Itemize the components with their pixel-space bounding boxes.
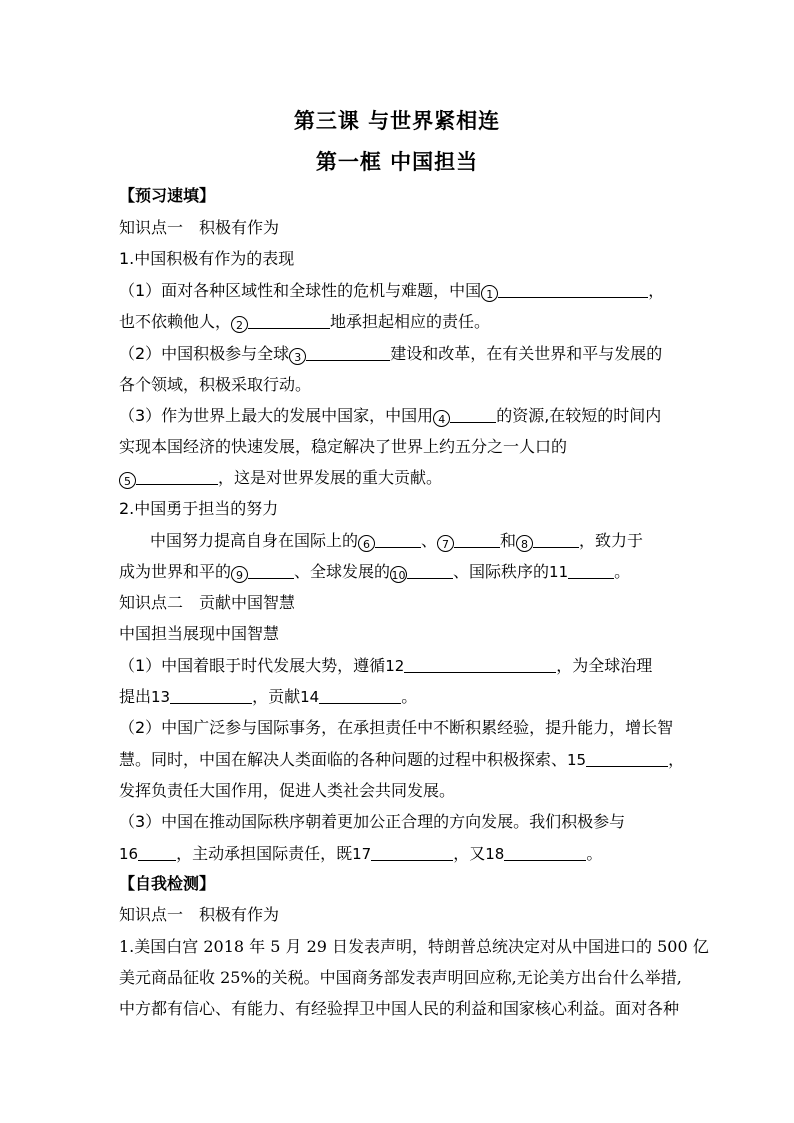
paragraph-line: 各个领域，积极采取行动。 bbox=[119, 375, 312, 394]
fill-blank[interactable] bbox=[586, 750, 668, 767]
text: 成为世界和平的 bbox=[119, 562, 232, 581]
knowledge-point-1-heading: 知识点一 积极有作为 bbox=[119, 218, 280, 237]
selfcheck-knowledge-heading: 知识点一 积极有作为 bbox=[119, 905, 280, 924]
text: （3）作为世界上最大的发展中国家，中国用 bbox=[119, 406, 434, 425]
section-title: 第一框 中国担当 bbox=[315, 150, 479, 174]
blank-number: 14 bbox=[300, 688, 320, 706]
paragraph-line bbox=[119, 750, 684, 770]
paragraph-line bbox=[150, 531, 643, 552]
fill-blank[interactable] bbox=[533, 531, 579, 548]
knowledge-point-2-heading: 知识点二 贡献中国智慧 bbox=[119, 593, 296, 612]
blank-number: 17 bbox=[352, 845, 372, 863]
question-line: 1.美国白宫 2018 年 5 月 29 日发表声明，特朗普总统决定对从中国进口的 500 亿 bbox=[119, 937, 709, 956]
paragraph-line bbox=[119, 406, 661, 427]
fill-blank[interactable] bbox=[138, 844, 176, 861]
paragraph-line: 发挥负责任大国作用，促进人类社会共同发展。 bbox=[119, 781, 456, 800]
paragraph-line bbox=[119, 312, 490, 333]
text: 也不依赖他人， bbox=[119, 312, 232, 331]
text: 地承担起相应的责任。 bbox=[330, 312, 491, 331]
selfcheck-heading: 【自我检测】 bbox=[119, 874, 216, 893]
question-line: 美元商品征收 25%的关税。中国商务部发表声明回应称,无论美方出台什么举措, bbox=[119, 968, 682, 987]
text: ，这是对世界发展的重大贡献。 bbox=[218, 468, 443, 487]
paragraph-line: 实现本国经济的快速发展，稳定解决了世界上约五分之一人口的 bbox=[119, 437, 568, 456]
blank-number: 7 bbox=[437, 535, 454, 552]
text: 。 bbox=[614, 562, 631, 581]
text: ，致力于 bbox=[579, 531, 644, 550]
text: 、全球发展的 bbox=[294, 562, 391, 581]
fill-blank[interactable] bbox=[404, 656, 556, 673]
fill-blank[interactable] bbox=[170, 687, 252, 704]
text: ， bbox=[668, 750, 685, 769]
text: ，贡献 bbox=[252, 687, 301, 706]
subheading-wisdom: 中国担当展现中国智慧 bbox=[119, 624, 280, 643]
blank-number: 10 bbox=[390, 566, 407, 583]
blank-number: 5 bbox=[119, 472, 136, 489]
paragraph-line bbox=[119, 687, 417, 707]
subheading-performance: 1.中国积极有作为的表现 bbox=[119, 249, 295, 268]
fill-blank[interactable] bbox=[454, 531, 500, 548]
paragraph-line: （3）中国在推动国际秩序朝着更加公正合理的方向发展。我们积极参与 bbox=[119, 812, 626, 831]
paragraph-line bbox=[119, 844, 602, 864]
text: 中国努力提高自身在国际上的 bbox=[150, 531, 359, 550]
blank-number: 15 bbox=[567, 751, 587, 769]
blank-number: 18 bbox=[485, 845, 505, 863]
text: 、国际秩序的 bbox=[453, 562, 550, 581]
paragraph-line bbox=[119, 344, 662, 365]
preview-heading: 【预习速填】 bbox=[119, 186, 216, 205]
text: ， bbox=[648, 281, 665, 300]
text: （2）中国积极参与全球 bbox=[119, 344, 290, 363]
lesson-title: 第三课 与世界紧相连 bbox=[293, 109, 501, 133]
paragraph-line bbox=[119, 468, 442, 489]
fill-blank[interactable] bbox=[450, 406, 496, 423]
text: ，又 bbox=[453, 844, 486, 863]
fill-blank[interactable] bbox=[248, 312, 330, 329]
blank-number: 16 bbox=[119, 845, 139, 863]
fill-blank[interactable] bbox=[136, 468, 218, 485]
text: 的资源,在较短的时间内 bbox=[496, 406, 662, 425]
text: 建设和改革，在有关世界和平与发展的 bbox=[390, 344, 663, 363]
blank-number: 1 bbox=[481, 285, 498, 302]
blank-number: 4 bbox=[433, 410, 450, 427]
paragraph-line bbox=[119, 562, 630, 583]
fill-blank[interactable] bbox=[568, 562, 614, 579]
text: ，主动承担国际责任，既 bbox=[176, 844, 353, 863]
blank-number: 3 bbox=[289, 348, 306, 365]
fill-blank[interactable] bbox=[306, 344, 390, 361]
fill-blank[interactable] bbox=[498, 281, 648, 298]
fill-blank[interactable] bbox=[375, 531, 421, 548]
paragraph-line bbox=[119, 656, 652, 676]
text: ，为全球治理 bbox=[556, 656, 653, 675]
fill-blank[interactable] bbox=[504, 844, 586, 861]
text: 提出 bbox=[119, 687, 152, 706]
text: 、 bbox=[421, 531, 438, 550]
question-line: 中方都有信心、有能力、有经验捍卫中国人民的利益和国家核心利益。面对各种 bbox=[119, 999, 680, 1018]
paragraph-line: （2）中国广泛参与国际事务，在承担责任中不断积累经验，提升能力，增长智 bbox=[119, 718, 674, 737]
text: 。 bbox=[401, 687, 418, 706]
fill-blank[interactable] bbox=[248, 562, 294, 579]
blank-number: 13 bbox=[151, 688, 171, 706]
fill-blank[interactable] bbox=[407, 562, 453, 579]
text: 和 bbox=[500, 531, 517, 550]
blank-number: 6 bbox=[358, 535, 375, 552]
fill-blank[interactable] bbox=[371, 844, 453, 861]
fill-blank[interactable] bbox=[319, 687, 401, 704]
blank-number: 2 bbox=[231, 316, 248, 333]
blank-number: 11 bbox=[549, 563, 569, 581]
subheading-efforts: 2.中国勇于担当的努力 bbox=[119, 499, 279, 518]
blank-number: 12 bbox=[385, 657, 405, 675]
text: 。 bbox=[586, 844, 603, 863]
paragraph-line bbox=[119, 281, 664, 302]
blank-number: 9 bbox=[231, 566, 248, 583]
text: （1）面对各种区域性和全球性的危机与难题，中国 bbox=[119, 281, 482, 300]
blank-number: 8 bbox=[516, 535, 533, 552]
text: 慧。同时，中国在解决人类面临的各种问题的过程中积极探索、 bbox=[119, 750, 568, 769]
text: （1）中国着眼于时代发展大势，遵循 bbox=[119, 656, 386, 675]
